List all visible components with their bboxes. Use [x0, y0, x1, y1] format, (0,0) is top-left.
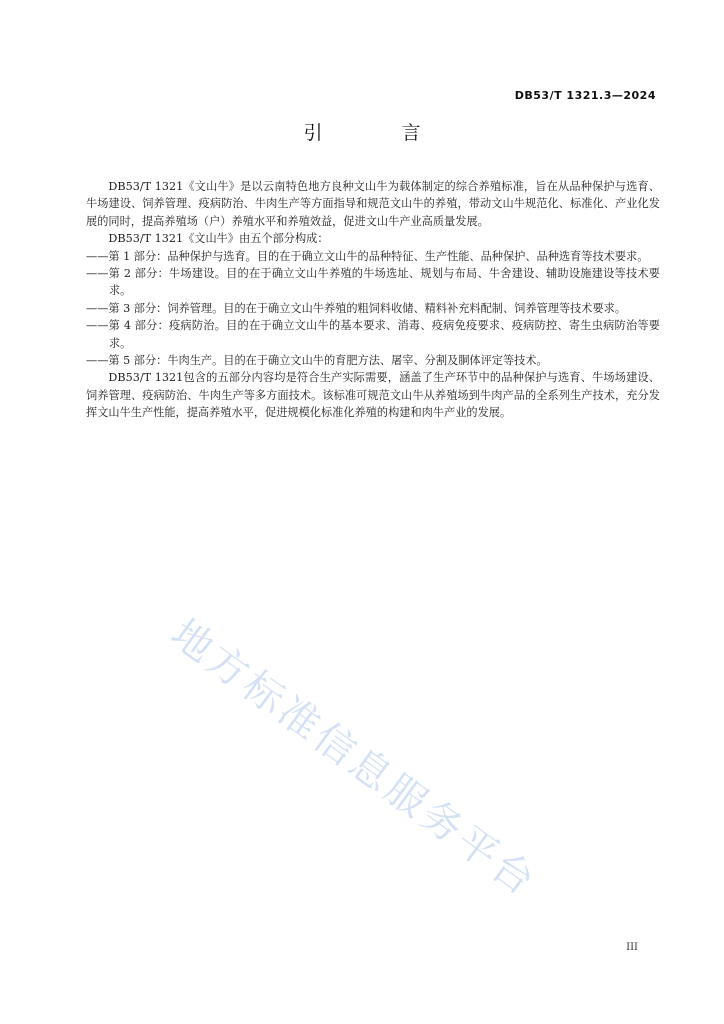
list-item: ——第 5 部分：牛肉生产。目的在于确立文山牛的育肥方法、屠宰、分割及胴体评定等技术。: [86, 354, 548, 368]
page-title: 引 言: [303, 122, 451, 144]
parts-intro-paragraph: DB53/T 1321《文山牛》由五个部分构成：: [108, 232, 329, 246]
list-item: ——第 1 部分：品种保护与选育。目的在于确立文山牛的品种特征、生产性能、品种保护、品种选育等技术要求。: [86, 249, 649, 263]
list-item: ——第 3 部分：饲养管理。目的在于确立文山牛养殖的粗饲料收储、精料补充料配制、饲养管理等技术要求。: [86, 301, 627, 315]
intro-paragraph: DB53/T 1321《文山牛》是以云南特色地方良种文山牛为载体制定的综合养殖标准，旨在从品种保护与选育、牛场建设、饲养管理、疫病防治、牛肉生产等方面指导和规范文山牛的养殖，带动文山牛规范化、标准化、产业化发展的同时，提高养殖场（户）养殖水平和养殖效益，促进文山牛产业高质量发展。: [86, 180, 660, 228]
document-code: DB53/T 1321.3—2024: [514, 89, 656, 102]
list-item: ——第 2 部分：牛场建设。目的在于确立文山牛养殖的牛场选址、规划与布局、牛舍建设、辅助设施建设等技术要求。: [86, 267, 660, 298]
summary-paragraph: DB53/T 1321包含的五部分内容均是符合生产实际需要，涵盖了生产环节中的品种保护与选育、牛场场建设、饲养管理、疫病防治、牛肉生产等多方面技术。该标准可规范文山牛从养殖场到牛肉产品的全系列生产技术，充分发挥文山牛生产性能，提高养殖水平，促进规模化标准化养殖的构建和肉牛产业的发展。: [86, 371, 660, 420]
page-number: III: [626, 942, 638, 953]
list-item: ——第 4 部分：疫病防治。目的在于确立文山牛的基本要求、消毒、疫病免疫要求、疫病防控、寄生虫病防治等要求。: [86, 319, 660, 350]
watermark: 地方标准信息服务平台: [162, 610, 546, 907]
document-body: [86, 178, 660, 422]
